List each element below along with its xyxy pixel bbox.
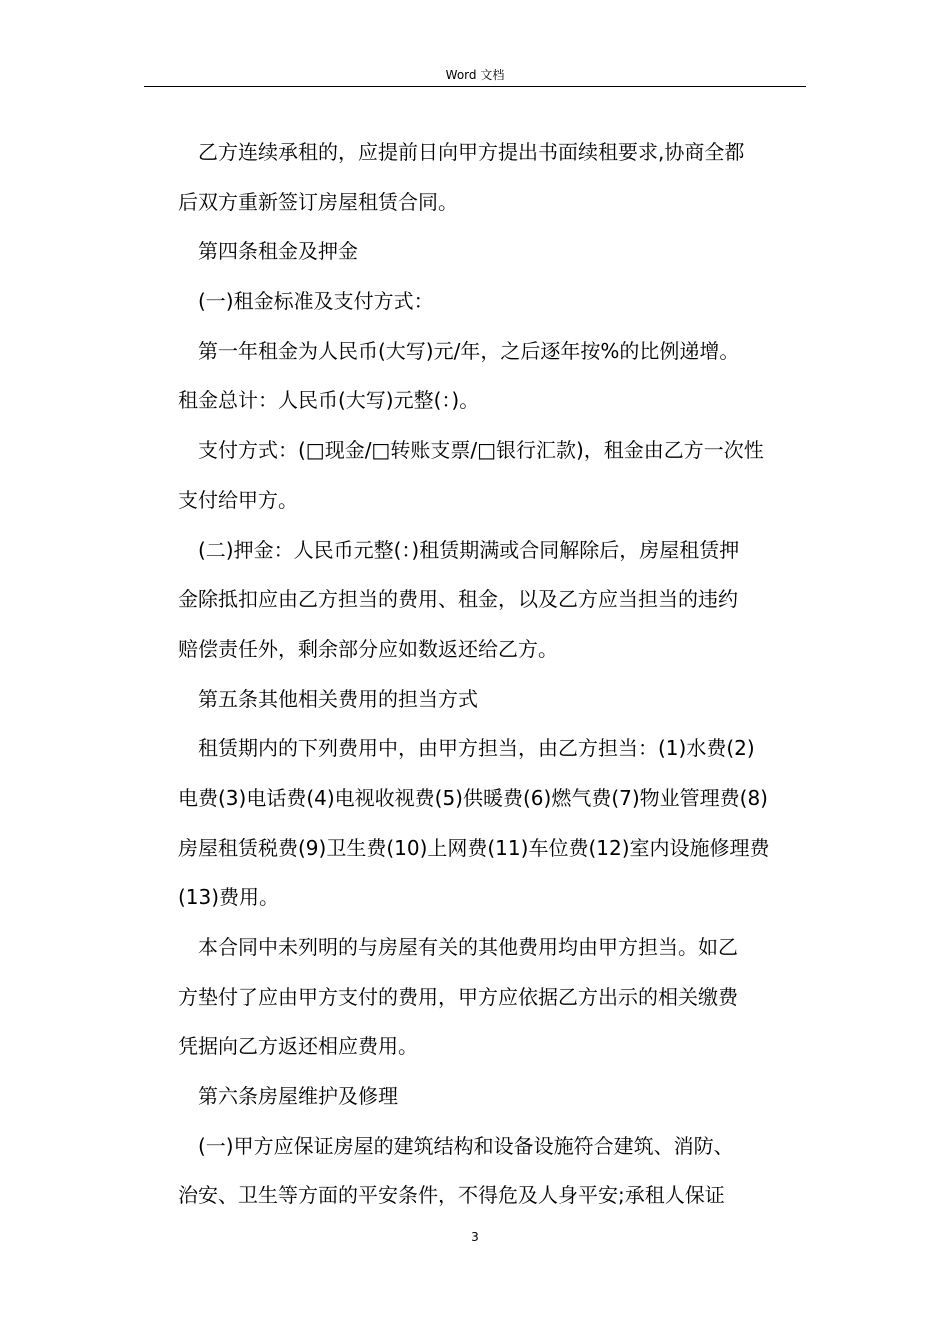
paragraph-line: 乙方连续承租的，应提前日向甲方提出书面续租要求,协商全都 — [198, 140, 745, 164]
paragraph-line: 方垫付了应由甲方支付的费用，甲方应依据乙方出示的相关缴费 — [178, 984, 738, 1009]
paragraph-line: (二)押金：人民币元整(：)租赁期满或合同解除后，房屋租赁押 — [198, 537, 740, 562]
paragraph-line: 租赁期内的下列费用中，由甲方担当，由乙方担当：(1)水费(2) — [198, 736, 755, 761]
paragraph-line: (一)甲方应保证房屋的建筑结构和设备设施符合建筑、消防、 — [198, 1133, 734, 1158]
paragraph-line: 第一年租金为人民币(大写)元/年，之后逐年按%的比例递增。 — [198, 338, 740, 363]
header-divider — [144, 86, 806, 87]
paragraph-line: 电费(3)电话费(4)电视收视费(5)供暖费(6)燃气费(7)物业管理费(8) — [178, 785, 768, 810]
page-number: 3 — [471, 1230, 479, 1244]
section-heading: 第五条其他相关费用的担当方式 — [198, 686, 478, 711]
paragraph-line: 本合同中未列明的与房屋有关的其他费用均由甲方担当。如乙 — [198, 935, 738, 959]
paragraph-line: 后双方重新签订房屋租赁合同。 — [178, 189, 458, 214]
paragraph-line: 治安、卫生等方面的平安条件，不得危及人身平安;承租人保证 — [178, 1183, 725, 1208]
paragraph-line: (13)费用。 — [178, 885, 280, 910]
page-header: Word 文档 — [445, 68, 505, 82]
paragraph-line: 金除抵扣应由乙方担当的费用、租金，以及乙方应当担当的违约 — [178, 587, 738, 612]
paragraph-line: 房屋租赁税费(9)卫生费(10)上网费(11)车位费(12)室内设施修理费 — [178, 835, 770, 860]
section-heading: 第六条房屋维护及修理 — [198, 1084, 398, 1109]
section-heading: 第四条租金及押金 — [198, 239, 358, 264]
paragraph-line: 租金总计：人民币(大写)元整(：)。 — [178, 388, 480, 413]
document-body — [178, 128, 818, 1221]
paragraph-line: 支付方式：(□现金/□转账支票/□银行汇款)，租金由乙方一次性 — [198, 438, 764, 463]
paragraph-line: 凭据向乙方返还相应费用。 — [178, 1034, 418, 1059]
paragraph-line: (一)租金标准及支付方式： — [198, 289, 434, 314]
paragraph-line: 赔偿责任外，剩余部分应如数返还给乙方。 — [178, 636, 558, 661]
paragraph-line: 支付给甲方。 — [178, 487, 298, 512]
